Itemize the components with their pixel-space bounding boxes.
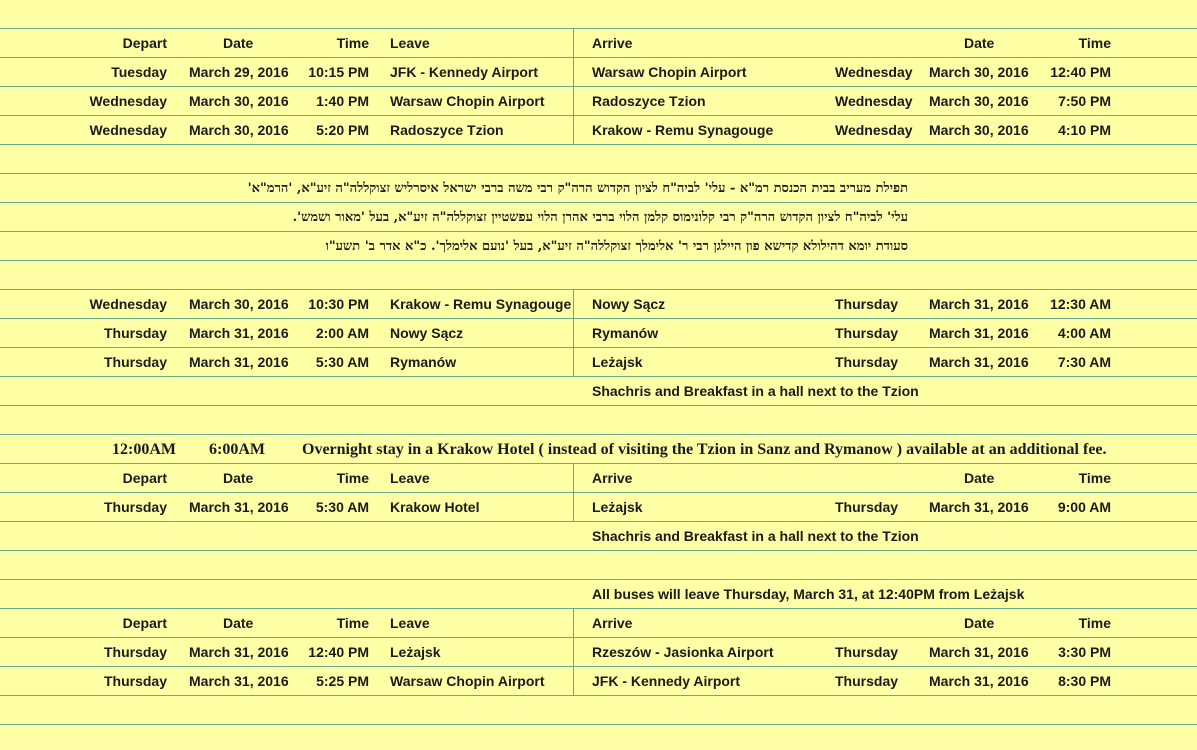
spacer-row <box>0 696 1197 725</box>
hebrew-note: עלי' לביה"ח לציון הקדוש הרה"ק רבי קלונימוס קלמן הלוי ברבי אהרן הלוי עפשטיין זצוקללה"ה זיע"א, בעל 'מאור ושמש'. <box>292 210 908 225</box>
leave-location: Leżajsk <box>390 644 441 660</box>
leave-location: Krakow - Remu Synagouge <box>390 296 572 312</box>
trip-row <box>0 116 1197 145</box>
header-arrive: Arrive <box>592 470 633 486</box>
arrive-day: Thursday <box>835 354 899 370</box>
arrive-day: Wednesday <box>835 93 913 109</box>
depart-day: Thursday <box>103 354 167 370</box>
arrive-time: 4:00 AM <box>1057 325 1111 341</box>
leave-location: Rymanów <box>390 354 457 370</box>
hebrew-note: סעודת יומא דהילולא קדישא פון היילגן רבי ר' אלימלך זצוקללה"ה זיע"א, בעל 'נועם אלימלך'. כ"א אדר ב' תשע"ו <box>325 239 908 254</box>
arrive-location: Rymanów <box>592 325 659 341</box>
depart-time: 5:30 AM <box>315 354 369 370</box>
arrive-date: March 31, 2016 <box>929 325 1029 341</box>
header-arrive: Arrive <box>592 615 633 631</box>
header-date: Date <box>223 470 254 486</box>
header-row <box>0 29 1197 58</box>
trip-row <box>0 493 1197 522</box>
column-divider <box>573 290 574 377</box>
header-time: Time <box>336 615 369 631</box>
arrive-time: 3:30 PM <box>1058 644 1111 660</box>
arrive-location: JFK - Kennedy Airport <box>592 673 741 689</box>
depart-day: Thursday <box>103 673 167 689</box>
arrive-time: 4:10 PM <box>1058 122 1111 138</box>
header-depart: Depart <box>122 35 167 51</box>
depart-time: 5:20 PM <box>316 122 369 138</box>
trip-row <box>0 638 1197 667</box>
depart-day: Tuesday <box>111 64 167 80</box>
arrive-date: March 30, 2016 <box>929 122 1029 138</box>
arrive-location: Krakow - Remu Synagouge <box>592 122 774 138</box>
arrive-date: March 31, 2016 <box>929 354 1029 370</box>
trip-row <box>0 58 1197 87</box>
shachris-note: Shachris and Breakfast in a hall next to the Tzion <box>592 383 919 399</box>
depart-date: March 30, 2016 <box>189 122 289 138</box>
hebrew-note-row <box>0 232 1197 261</box>
header-arrive-date: Date <box>964 615 995 631</box>
depart-time: 10:15 PM <box>308 64 369 80</box>
header-arrive-date: Date <box>964 470 995 486</box>
depart-day: Wednesday <box>89 93 167 109</box>
overnight-row <box>0 435 1197 464</box>
arrive-location: Warsaw Chopin Airport <box>592 64 747 80</box>
arrive-location: Leżajsk <box>592 499 643 515</box>
arrive-location: Leżajsk <box>592 354 643 370</box>
leave-location: Radoszyce Tzion <box>390 122 504 138</box>
arrive-time: 7:30 AM <box>1057 354 1111 370</box>
depart-date: March 30, 2016 <box>189 296 289 312</box>
depart-time: 10:30 PM <box>308 296 369 312</box>
depart-day: Thursday <box>103 644 167 660</box>
depart-time: 5:30 AM <box>315 499 369 515</box>
header-leave: Leave <box>390 470 430 486</box>
spacer-row <box>0 145 1197 174</box>
header-time: Time <box>336 470 369 486</box>
arrive-date: March 30, 2016 <box>929 93 1029 109</box>
arrive-day: Thursday <box>835 296 899 312</box>
depart-day: Wednesday <box>89 122 167 138</box>
leave-location: Warsaw Chopin Airport <box>390 673 545 689</box>
arrive-time: 8:30 PM <box>1058 673 1111 689</box>
header-depart: Depart <box>122 470 167 486</box>
leave-location: Nowy Sącz <box>390 325 464 341</box>
header-arrive-date: Date <box>964 35 995 51</box>
arrive-date: March 31, 2016 <box>929 296 1029 312</box>
arrive-time: 7:50 PM <box>1058 93 1111 109</box>
depart-day: Thursday <box>103 325 167 341</box>
depart-date: March 31, 2016 <box>189 325 289 341</box>
column-divider <box>573 609 574 696</box>
hebrew-note-row <box>0 174 1197 203</box>
spacer-row <box>0 406 1197 435</box>
leave-location: JFK - Kennedy Airport <box>390 64 539 80</box>
arrive-date: March 30, 2016 <box>929 64 1029 80</box>
header-arrive-time: Time <box>1078 470 1111 486</box>
depart-date: March 29, 2016 <box>189 64 289 80</box>
arrive-day: Thursday <box>835 499 899 515</box>
arrive-location: Nowy Sącz <box>592 296 666 312</box>
header-date: Date <box>223 35 254 51</box>
spacer-row <box>0 551 1197 580</box>
arrive-time: 9:00 AM <box>1057 499 1111 515</box>
depart-date: March 31, 2016 <box>189 499 289 515</box>
depart-time: 2:00 AM <box>315 325 369 341</box>
arrive-day: Wednesday <box>835 64 913 80</box>
arrive-location: Rzeszów - Jasionka Airport <box>592 644 774 660</box>
overnight-end-time: 6:00AM <box>209 441 265 458</box>
trip-row <box>0 667 1197 696</box>
note-row <box>0 522 1197 551</box>
trip-row <box>0 348 1197 377</box>
overnight-start-time: 12:00AM <box>112 441 176 458</box>
trip-row <box>0 290 1197 319</box>
header-leave: Leave <box>390 615 430 631</box>
arrive-date: March 31, 2016 <box>929 499 1029 515</box>
hebrew-note-row <box>0 203 1197 232</box>
shachris-note: Shachris and Breakfast in a hall next to the Tzion <box>592 528 919 544</box>
depart-time: 5:25 PM <box>316 673 369 689</box>
depart-date: March 30, 2016 <box>189 93 289 109</box>
depart-time: 1:40 PM <box>316 93 369 109</box>
arrive-date: March 31, 2016 <box>929 673 1029 689</box>
note-row <box>0 377 1197 406</box>
arrive-time: 12:40 PM <box>1050 64 1111 80</box>
header-leave: Leave <box>390 35 430 51</box>
arrive-day: Thursday <box>835 325 899 341</box>
arrive-time: 12:30 AM <box>1050 296 1111 312</box>
spacer-row <box>0 261 1197 290</box>
buses-note: All buses will leave Thursday, March 31, at 12:40PM from Leżajsk <box>592 586 1025 602</box>
arrive-day: Wednesday <box>835 122 913 138</box>
header-time: Time <box>336 35 369 51</box>
header-row <box>0 464 1197 493</box>
arrive-date: March 31, 2016 <box>929 644 1029 660</box>
arrive-day: Thursday <box>835 673 899 689</box>
column-divider <box>573 29 574 145</box>
arrive-day: Thursday <box>835 644 899 660</box>
overnight-text: Overnight stay in a Krakow Hotel ( instead of visiting the Tzion in Sanz and Rymanow ) available at an additional fee. <box>302 441 1107 458</box>
depart-date: March 31, 2016 <box>189 644 289 660</box>
header-date: Date <box>223 615 254 631</box>
depart-day: Thursday <box>103 499 167 515</box>
note-row <box>0 580 1197 609</box>
leave-location: Warsaw Chopin Airport <box>390 93 545 109</box>
arrive-location: Radoszyce Tzion <box>592 93 706 109</box>
leave-location: Krakow Hotel <box>390 499 480 515</box>
header-depart: Depart <box>122 615 167 631</box>
depart-date: March 31, 2016 <box>189 673 289 689</box>
column-divider <box>573 464 574 522</box>
header-arrive-time: Time <box>1078 615 1111 631</box>
trip-row <box>0 319 1197 348</box>
hebrew-note: תפילת מעריב בבית הכנסת רמ"א - עלי' לביה"ח לציון הקדוש הרה"ק רבי משה ברבי ישראל איסרליש זצוקללה"ה זיע"א, 'הרמ"א' <box>247 181 908 196</box>
trip-row <box>0 87 1197 116</box>
header-arrive: Arrive <box>592 35 633 51</box>
depart-date: March 31, 2016 <box>189 354 289 370</box>
depart-time: 12:40 PM <box>308 644 369 660</box>
header-row <box>0 609 1197 638</box>
header-arrive-time: Time <box>1078 35 1111 51</box>
depart-day: Wednesday <box>89 296 167 312</box>
